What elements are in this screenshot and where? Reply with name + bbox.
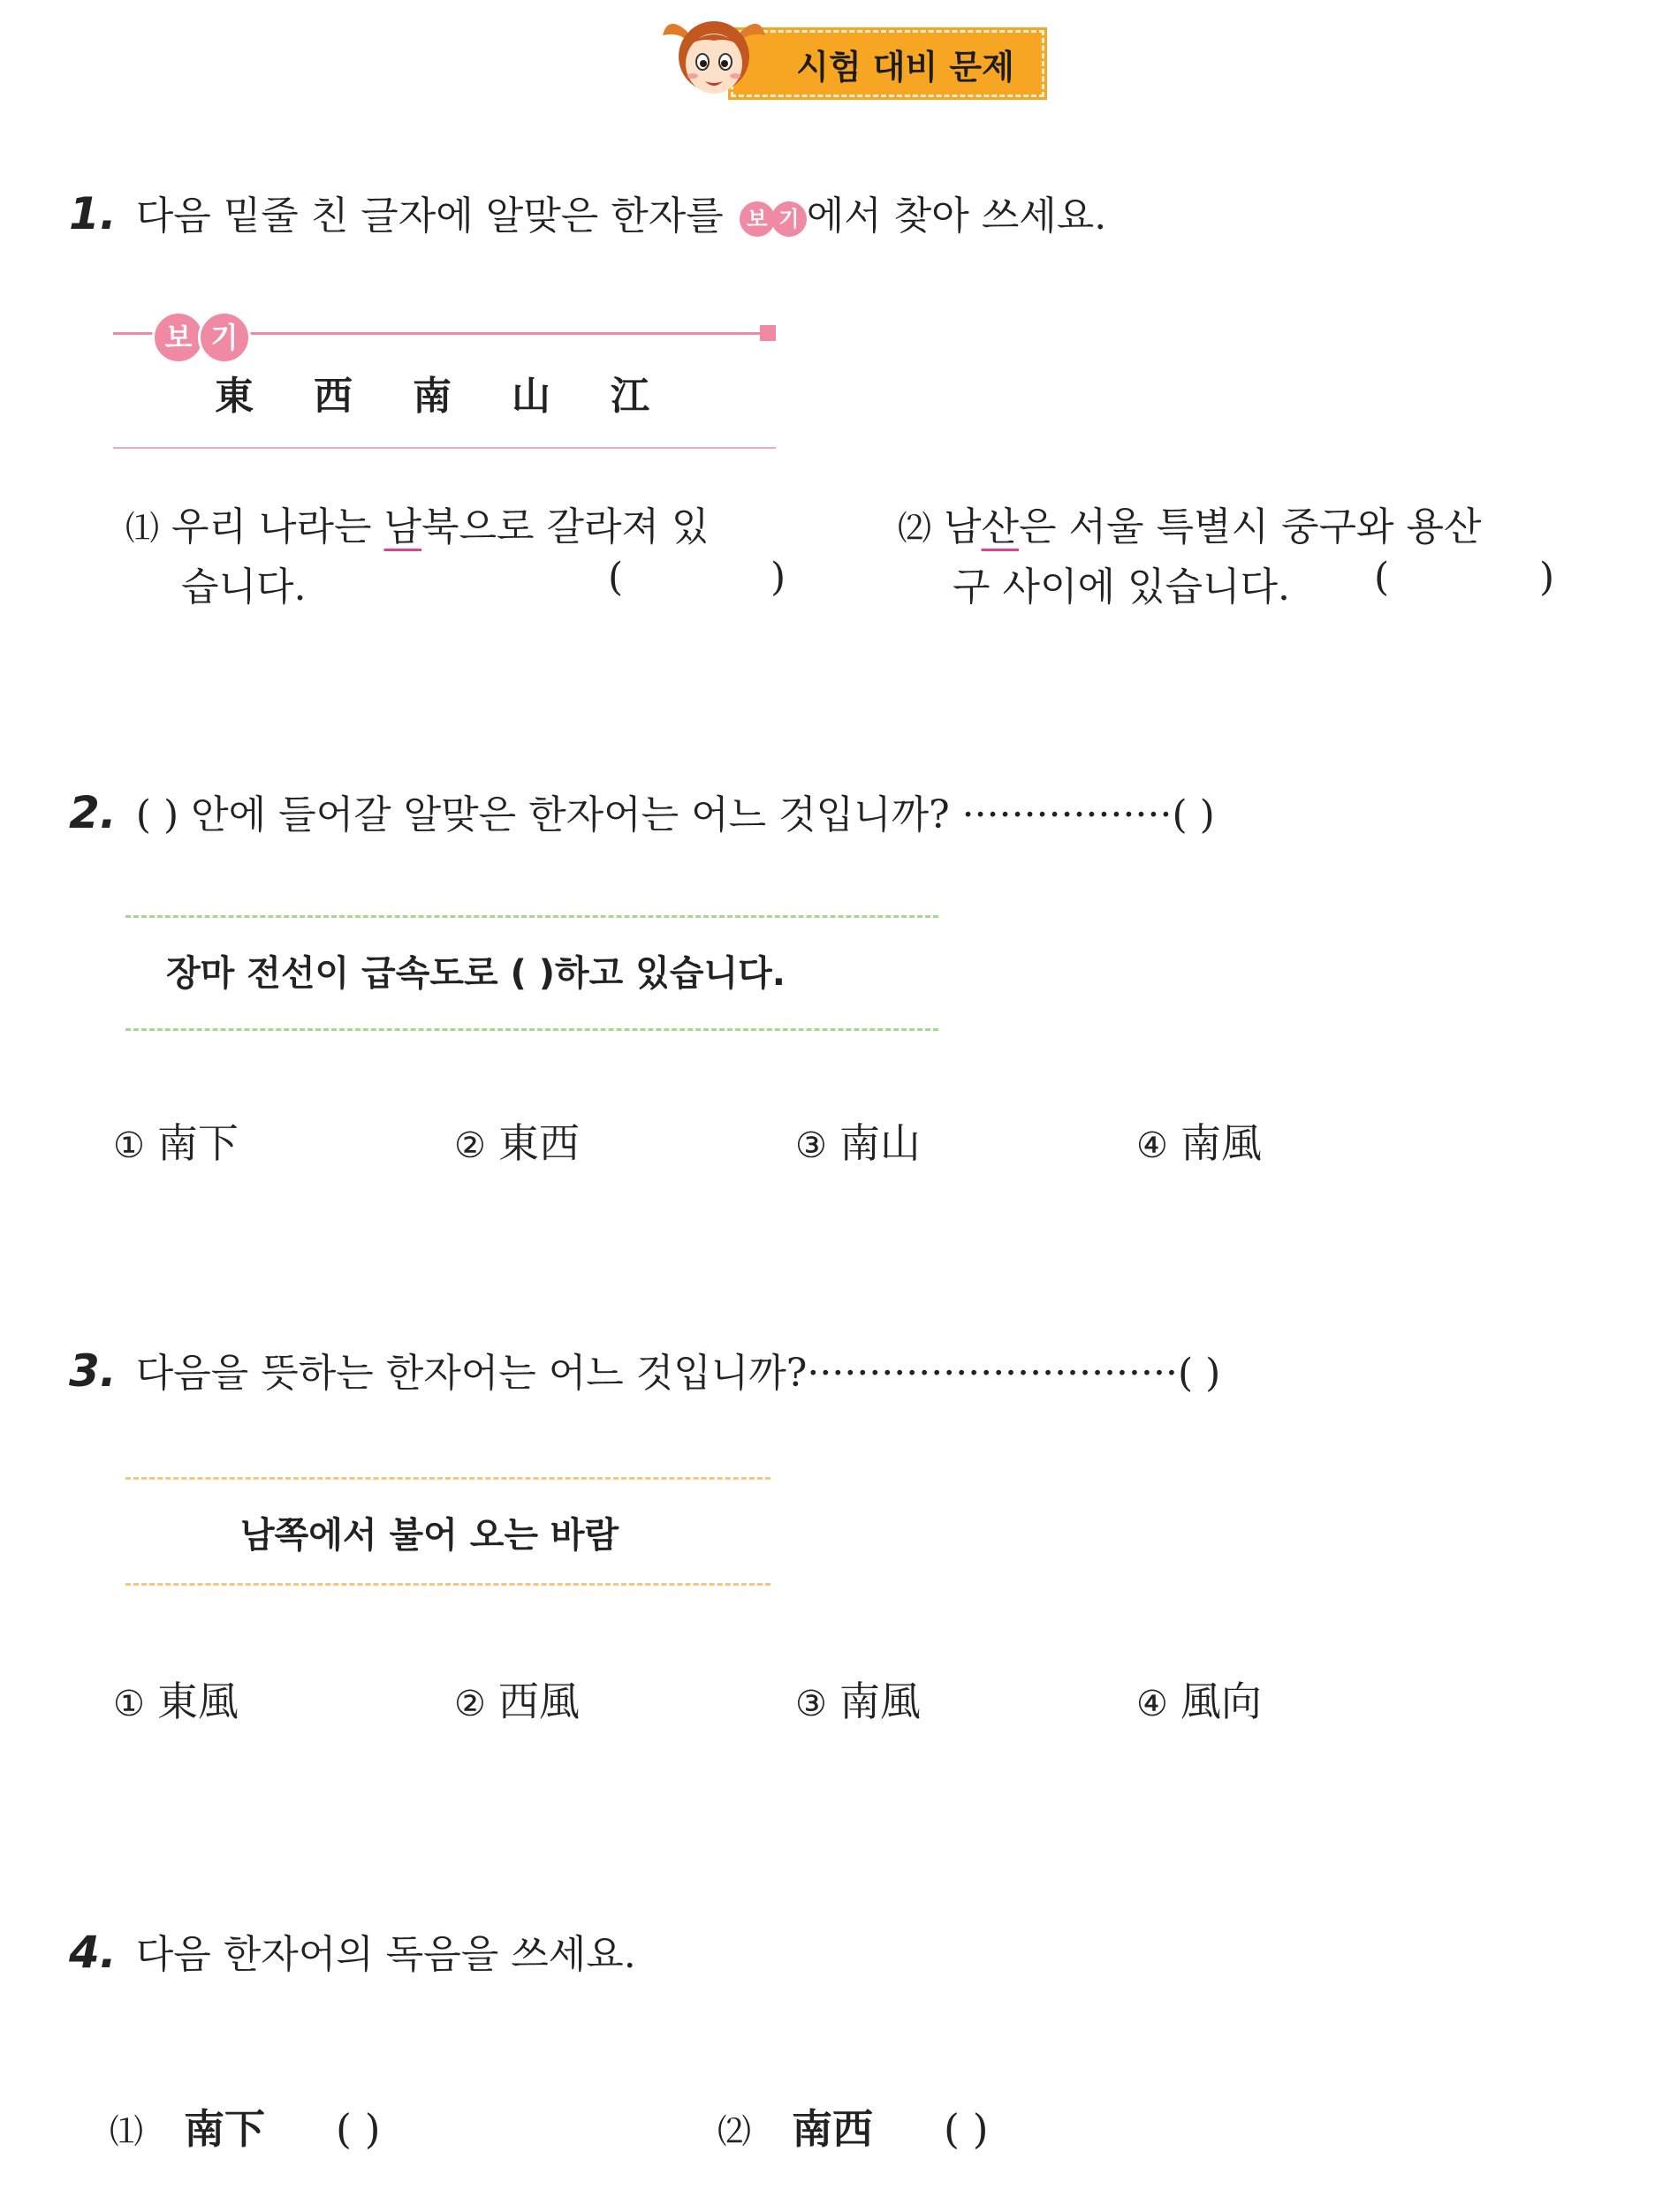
boki-tag: 보 기 (152, 311, 244, 364)
question-number: 1. (69, 188, 117, 239)
choice-3[interactable]: ③ 南風 (795, 1678, 921, 1725)
question-text: ( ) 안에 들어갈 알맞은 한자어는 어느 것입니까? ·················( ) (135, 792, 1215, 837)
box-divider-top (125, 915, 938, 918)
girl-mascot-icon (661, 5, 767, 104)
boki-char: 南 (413, 374, 452, 419)
question-number: 3. (69, 1345, 117, 1397)
header-badge (731, 30, 1044, 97)
question-text: 다음을 뜻하는 한자어는 어느 것입니까?······························( ) (135, 1351, 1221, 1396)
sub-question-2: ⑵ 남산은 서울 특별시 중구와 용산 (898, 504, 1482, 549)
answer-blank[interactable]: ( ) (944, 2105, 989, 2153)
answer-paren-close: ) (1539, 555, 1555, 600)
question-text: 다음 밑줄 친 글자에 알맞은 한자를 (135, 193, 724, 239)
reading-item-2: ⑵ 南西 ( ) (717, 2105, 989, 2153)
question-3 (69, 1341, 1220, 1398)
boki-inline-tag: 보 기 (740, 201, 803, 237)
choice-2[interactable]: ② 西風 (454, 1678, 580, 1725)
answer-paren-open: ( (1374, 555, 1390, 600)
question-4 (69, 1922, 636, 1979)
boki-characters (215, 364, 649, 420)
header-title: 시험 대비 문제 (796, 47, 1014, 87)
choice-4[interactable]: ④ 南風 (1136, 1119, 1262, 1167)
choice-2[interactable]: ② 東西 (454, 1119, 580, 1167)
box-divider-bottom (125, 1583, 770, 1586)
box-divider-bottom (125, 1028, 938, 1031)
boki-line-end (760, 325, 776, 341)
answer-paren-open: ( (608, 555, 624, 600)
sub-question-1-line2: 습니다. (181, 564, 307, 610)
question-number: 2. (69, 787, 117, 838)
choice-3[interactable]: ③ 南山 (795, 1119, 921, 1167)
answer-blank[interactable]: ( ) (336, 2105, 381, 2153)
boki-char: 江 (611, 374, 649, 419)
choice-4[interactable]: ④ 風向 (1136, 1678, 1262, 1725)
sub-question-2-line2: 구 사이에 있습니다. (953, 564, 1290, 610)
reading-item-1: ⑴ 南下 ( ) (110, 2105, 381, 2153)
boki-bottom-line (113, 447, 776, 449)
choice-1[interactable]: ① 南下 (113, 1119, 239, 1167)
answer-paren-close: ) (770, 555, 786, 600)
box-divider-top (125, 1477, 770, 1480)
choice-1[interactable]: ① 東風 (113, 1678, 239, 1725)
question-3-meaning: 남쪽에서 불어 오는 바람 (240, 1515, 619, 1556)
question-text: 다음 한자어의 독음을 쓰세요. (135, 1932, 636, 1977)
question-number: 4. (69, 1927, 117, 1978)
question-text-after: 에서 찾아 쓰세요. (806, 193, 1107, 239)
boki-char: 西 (314, 374, 353, 419)
question-1 (69, 184, 1106, 240)
boki-char: 山 (512, 374, 550, 419)
boki-char: 東 (215, 374, 254, 419)
sub-question-1: ⑴ 우리 나라는 남북으로 갈라져 있 (125, 504, 710, 549)
question-2 (69, 783, 1215, 839)
question-2-sentence: 장마 전선이 급속도로 ( )하고 있습니다. (166, 953, 786, 994)
